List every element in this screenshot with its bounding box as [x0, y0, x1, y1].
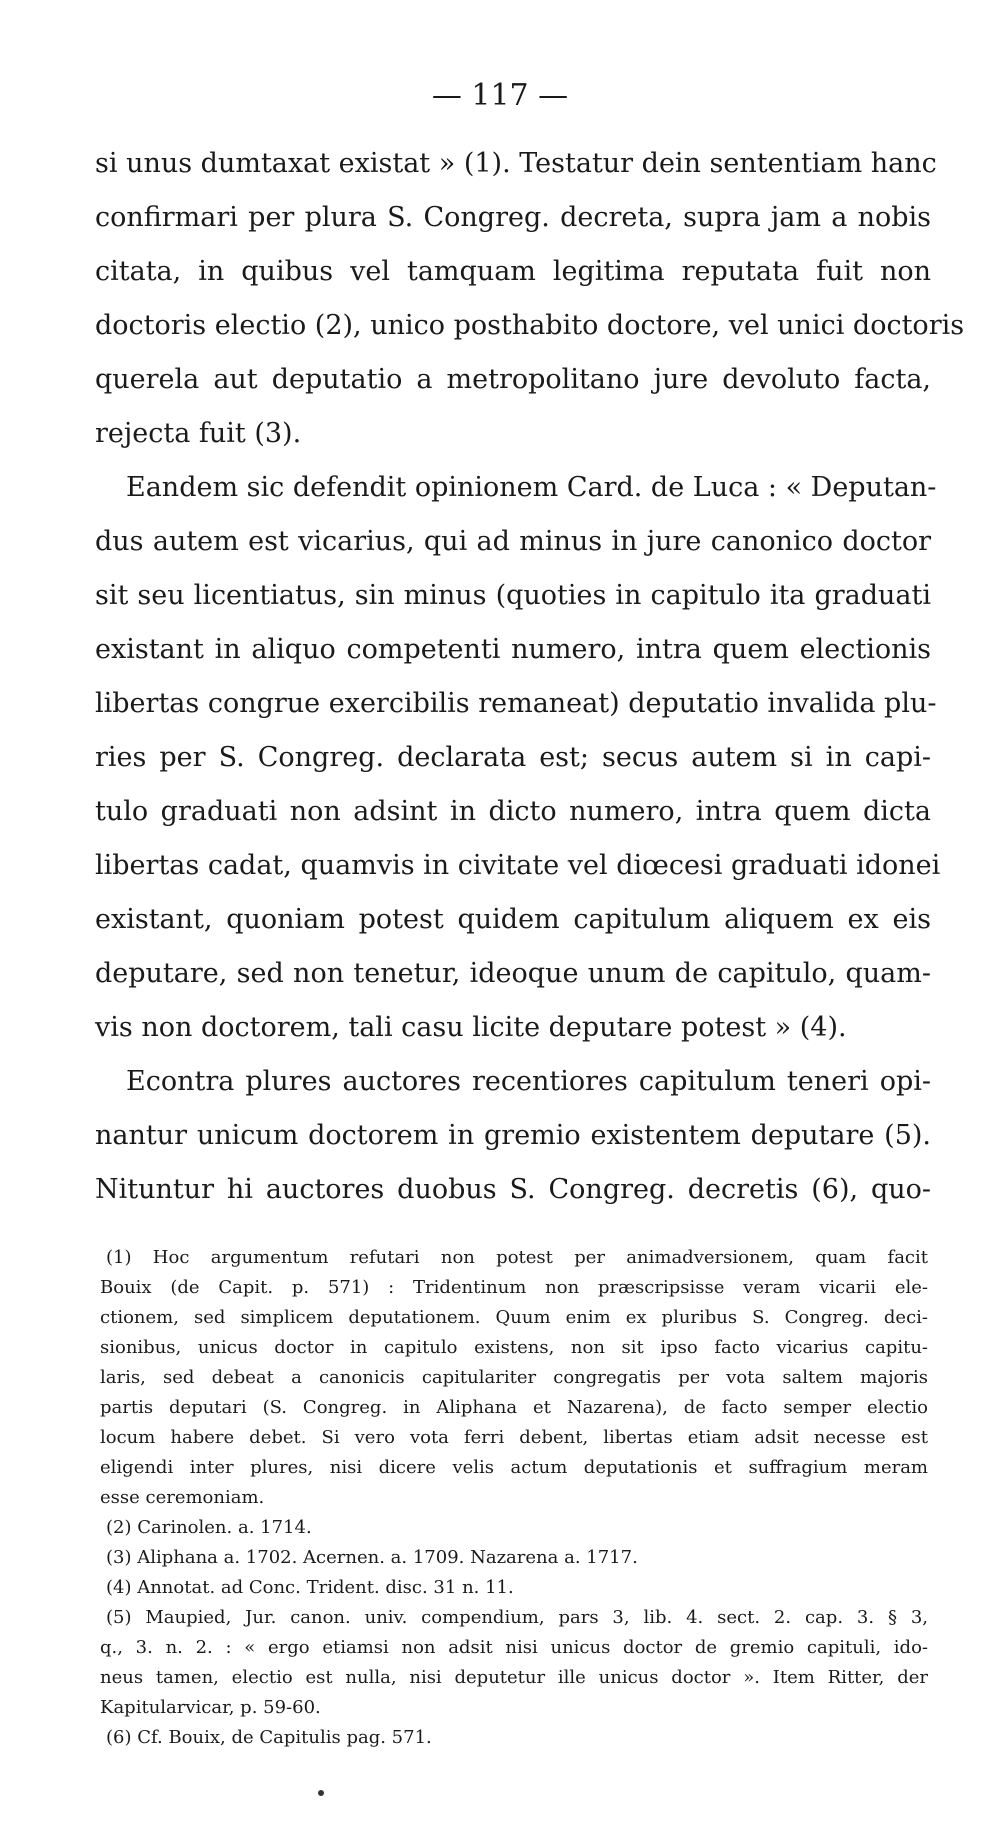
text-line: deputare, sed non tenetur, ideoque unum de capitulo, quam- [95, 958, 931, 989]
text-line: sit seu licentiatus, sin minus (quoties in capitulo ita graduati [95, 580, 931, 611]
footnote-line: partis deputari (S. Congreg. in Aliphana et Nazarena), de facto semper electio [100, 1397, 928, 1418]
footnote-line: (4) Annotat. ad Conc. Trident. disc. 31 n. 11. [106, 1577, 514, 1598]
footnote-line: eligendi inter plures, nisi dicere velis actum deputationis et suffragium meram [100, 1457, 928, 1478]
text-line: citata, in quibus vel tamquam legitima reputata fuit non [95, 256, 931, 287]
footnote-line: (6) Cf. Bouix, de Capitulis pag. 571. [106, 1727, 432, 1748]
text-line: vis non doctorem, tali casu licite deputare potest » (4). [95, 1012, 847, 1043]
footnote-line: esse ceremoniam. [100, 1487, 265, 1508]
page-number: — 117 — [431, 78, 569, 113]
footnote-line: Kapitularvicar, p. 59-60. [100, 1697, 321, 1718]
text-line: Econtra plures auctores recentiores capitulum teneri opi- [126, 1066, 931, 1097]
footnote-line: (3) Aliphana a. 1702. Acernen. a. 1709. Nazarena a. 1717. [106, 1547, 638, 1568]
text-line: tulo graduati non adsint in dicto numero, intra quem dicta [95, 796, 931, 827]
footnote-line: Bouix (de Capit. p. 571) : Tridentinum non præscripsisse veram vicarii ele- [100, 1277, 928, 1298]
footnote-line: (2) Carinolen. a. 1714. [106, 1517, 312, 1538]
text-line: existant in aliquo competenti numero, intra quem electionis [95, 634, 931, 665]
footnote-line: q., 3. n. 2. : « ergo etiamsi non adsit nisi unicus doctor de gremio capituli, ido- [100, 1637, 928, 1658]
text-line: nantur unicum doctorem in gremio existentem deputare (5). [95, 1120, 931, 1151]
footnote-line: (1) Hoc argumentum refutari non potest per animadversionem, quam facit [106, 1247, 928, 1268]
text-line: libertas congrue exercibilis remaneat) deputatio invalida plu- [95, 688, 937, 719]
text-line: dus autem est vicarius, qui ad minus in jure canonico doctor [95, 526, 931, 557]
text-line: existant, quoniam potest quidem capitulum aliquem ex eis [95, 904, 931, 935]
footnote-line: ctionem, sed simplicem deputationem. Quum enim ex pluribus S. Congreg. deci- [100, 1307, 928, 1328]
footnote-line: neus tamen, electio est nulla, nisi deputetur ille unicus doctor ». Item Ritter, der [100, 1667, 928, 1688]
footnote-line: laris, sed debeat a canonicis capitulariter congregatis per vota saltem majoris [100, 1367, 928, 1388]
footnote-line: (5) Maupied, Jur. canon. univ. compendium, pars 3, lib. 4. sect. 2. cap. 3. § 3, [106, 1607, 928, 1628]
text-line: confirmari per plura S. Congreg. decreta, supra jam a nobis [95, 202, 931, 233]
text-line: Eandem sic defendit opinionem Card. de Luca : « Deputan- [126, 472, 937, 503]
text-line: ries per S. Congreg. declarata est; secus autem si in capi- [95, 742, 931, 773]
text-line: doctoris electio (2), unico posthabito doctore, vel unici doctoris [95, 310, 965, 341]
text-line: querela aut deputatio a metropolitano jure devoluto facta, [95, 364, 931, 395]
text-line: rejecta fuit (3). [95, 418, 302, 449]
text-line: libertas cadat, quamvis in civitate vel diœcesi graduati idonei [95, 850, 941, 881]
text-line: Nituntur hi auctores duobus S. Congreg. decretis (6), quo- [95, 1174, 931, 1205]
ink-speck [318, 1790, 324, 1796]
text-line: si unus dumtaxat existat » (1). Testatur dein sententiam hanc [95, 148, 937, 179]
footnote-line: locum habere debet. Si vero vota ferri debent, libertas etiam adsit necesse est [100, 1427, 928, 1448]
footnote-line: sionibus, unicus doctor in capitulo existens, non sit ipso facto vicarius capitu- [100, 1337, 928, 1358]
